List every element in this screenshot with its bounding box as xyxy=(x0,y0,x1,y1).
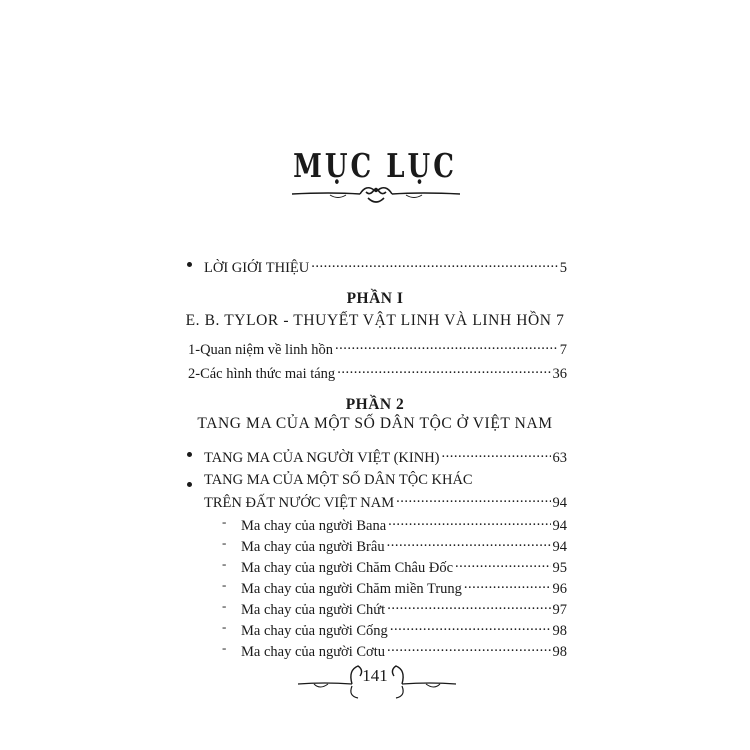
toc-entry-page: 94 xyxy=(552,495,567,512)
toc-entry-label: Ma chay của người Cơtu xyxy=(241,644,385,661)
page-number: 141 xyxy=(362,666,388,685)
toc-entry-label-line1: TANG MA CỦA MỘT SỐ DÂN TỘC KHÁC xyxy=(204,472,473,488)
leader-dots xyxy=(387,639,551,656)
leader-dots xyxy=(311,255,558,272)
toc-entry-label: Ma chay của người Chứt xyxy=(241,602,386,619)
dash-marker: - xyxy=(222,535,227,550)
toc-entry-page: 95 xyxy=(552,560,567,577)
toc-entry-page: 5 xyxy=(559,260,567,277)
leader-dots xyxy=(464,576,551,593)
bullet-icon xyxy=(187,482,192,487)
toc-entry-label: Ma chay của người Cống xyxy=(241,623,388,640)
part2-heading: PHẦN 2 xyxy=(345,396,405,413)
dash-marker: - xyxy=(222,514,227,529)
toc-entry-label-line2: TRÊN ĐẤT NƯỚC VIỆT NAM xyxy=(204,495,395,512)
toc-entry-label: Ma chay của người Brâu xyxy=(241,539,385,556)
leader-dots xyxy=(390,618,551,635)
toc-entry-page: 97 xyxy=(552,602,567,619)
leader-dots xyxy=(387,534,551,551)
toc-entry-label: LỜI GIỚI THIỆU xyxy=(204,260,310,277)
toc-subentry[interactable] xyxy=(241,618,567,640)
toc-entry-page: 96 xyxy=(552,581,567,598)
dash-marker: - xyxy=(222,619,227,634)
flourish-ornament-icon xyxy=(290,178,462,208)
part1-subtitle: E. B. TYLOR - THUYẾT VẬT LINH VÀ LINH HỒN 7 xyxy=(185,312,565,329)
bullet-icon xyxy=(187,262,192,267)
leader-dots xyxy=(335,337,558,354)
part2-subtitle: TANG MA CỦA MỘT SỐ DÂN TỘC Ở VIỆT NAM xyxy=(197,415,553,432)
leader-dots xyxy=(442,445,551,462)
page-title: MỤC LỤC xyxy=(293,148,457,186)
toc-subentry[interactable] xyxy=(241,639,567,661)
toc-subentry[interactable] xyxy=(241,576,567,598)
toc-entry-intro[interactable] xyxy=(204,255,567,277)
toc-entry-label: Ma chay của người Chăm miền Trung xyxy=(241,581,462,598)
toc-subentry[interactable] xyxy=(241,534,567,556)
toc-entry-page: 98 xyxy=(552,644,567,661)
toc-entry-page: 63 xyxy=(552,450,567,467)
toc-entry-label: 1-Quan niệm về linh hồn xyxy=(188,342,333,359)
toc-entry-page: 94 xyxy=(552,539,567,556)
dash-marker: - xyxy=(222,556,227,571)
toc-entry-label: TANG MA CỦA NGƯỜI VIỆT (KINH) xyxy=(204,450,440,467)
leader-dots xyxy=(455,555,550,572)
toc-entry-part1-item1[interactable] xyxy=(188,337,567,359)
dash-marker: - xyxy=(222,640,227,655)
bullet-icon xyxy=(187,452,192,457)
dash-marker: - xyxy=(222,598,227,613)
toc-subentry[interactable] xyxy=(241,555,567,577)
toc-entry-label: Ma chay của người Chăm Châu Đốc xyxy=(241,560,454,577)
toc-entry-page: 36 xyxy=(552,366,567,383)
leader-dots xyxy=(396,490,550,507)
toc-entry-page: 98 xyxy=(552,623,567,640)
dash-marker: - xyxy=(222,577,227,592)
toc-entry-label: 2-Các hình thức mai táng xyxy=(188,366,336,383)
toc-entry-page: 7 xyxy=(559,342,567,359)
toc-entry-part1-item2[interactable] xyxy=(188,361,567,383)
toc-subentry[interactable] xyxy=(241,513,567,535)
toc-entry-part2-others[interactable] xyxy=(204,490,567,512)
leader-dots xyxy=(388,513,550,530)
toc-subentry[interactable] xyxy=(241,597,567,619)
leader-dots xyxy=(337,361,550,378)
leader-dots xyxy=(387,597,550,614)
part1-heading: PHẦN I xyxy=(346,290,404,307)
toc-entry-part2-kinh[interactable] xyxy=(204,445,567,467)
toc-entry-page: 94 xyxy=(552,518,567,535)
toc-entry-label: Ma chay của người Bana xyxy=(241,518,387,535)
